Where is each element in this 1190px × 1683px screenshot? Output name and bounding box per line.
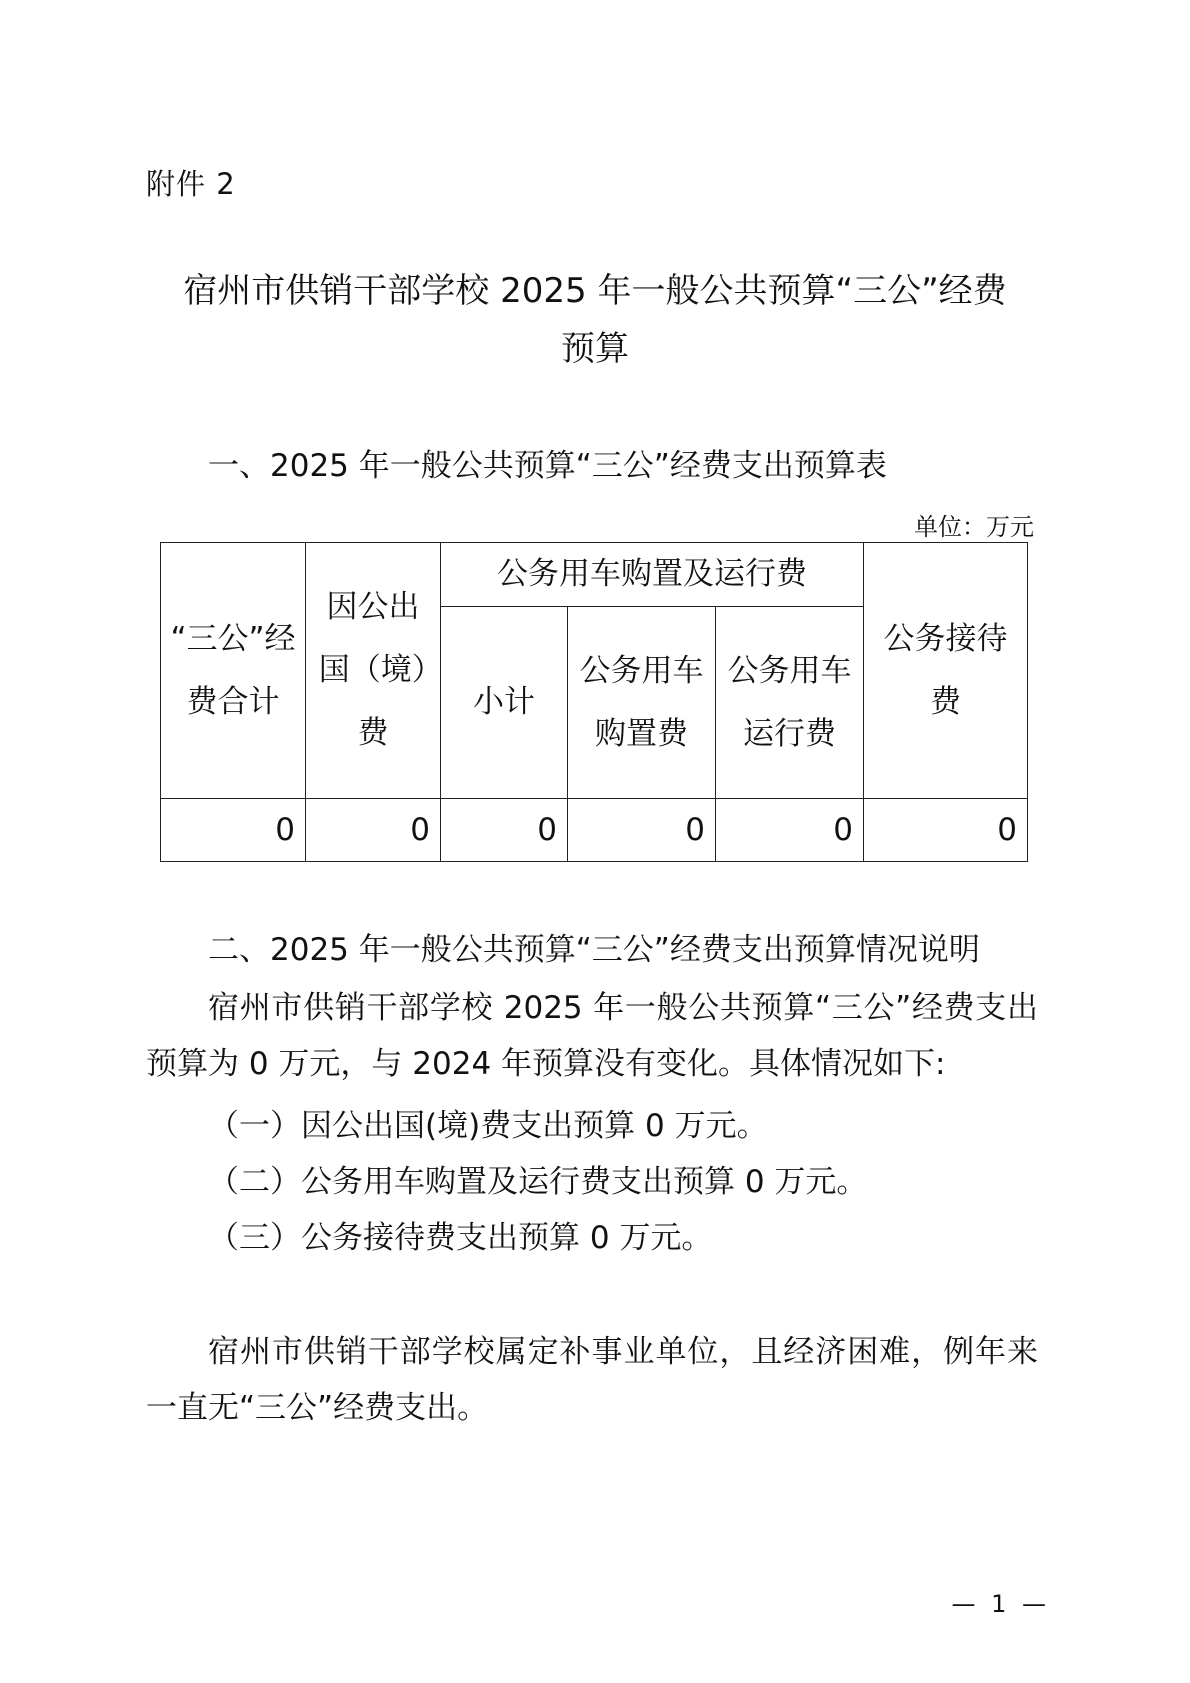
section-2-intro: 宿州市供销干部学校 2025 年一般公共预算“三公”经费支出预算为 0 万元，与 2024 年预算没有变化。具体情况如下: xyxy=(146,990,1038,1082)
budget-table xyxy=(160,542,1028,862)
value-overseas: 0 xyxy=(306,799,441,862)
list-item: （三）公务接待费支出预算 0 万元。 xyxy=(208,1220,713,1256)
section-2-heading: 二、2025 年一般公共预算“三公”经费支出预算情况说明 xyxy=(208,932,980,968)
table-row xyxy=(161,799,1028,862)
list-item: （一）因公出国(境)费支出预算 0 万元。 xyxy=(208,1108,768,1144)
header-vehicle-purchase: 公务用车购置费 xyxy=(568,607,716,799)
closing-paragraph: 宿州市供销干部学校属定补事业单位，且经济困难，例年来一直无“三公”经费支出。 xyxy=(146,1334,1038,1426)
header-vehicle-group: 公务用车购置及运行费 xyxy=(441,543,864,607)
page-number: — 1 — xyxy=(951,1590,1050,1618)
value-total: 0 xyxy=(161,799,306,862)
attachment-label: 附件 2 xyxy=(146,167,236,201)
section-1-heading: 一、2025 年一般公共预算“三公”经费支出预算表 xyxy=(208,448,887,484)
header-reception: 公务接待费 xyxy=(864,543,1028,799)
value-vehicle-operation: 0 xyxy=(716,799,864,862)
header-total: “三公”经费合计 xyxy=(161,543,306,799)
unit-label: 单位：万元 xyxy=(914,513,1034,541)
table-header-row-1 xyxy=(161,543,1028,607)
value-reception: 0 xyxy=(864,799,1028,862)
value-vehicle-purchase: 0 xyxy=(568,799,716,862)
list-item: （二）公务用车购置及运行费支出预算 0 万元。 xyxy=(208,1164,868,1200)
header-vehicle-subtotal: 小计 xyxy=(441,607,568,799)
value-vehicle-subtotal: 0 xyxy=(441,799,568,862)
title-line-1: 宿州市供销干部学校 2025 年一般公共预算“三公”经费 xyxy=(183,271,1007,311)
page-title xyxy=(120,262,1070,378)
header-vehicle-operation: 公务用车运行费 xyxy=(716,607,864,799)
header-overseas: 因公出国（境）费 xyxy=(306,543,441,799)
title-line-2: 预算 xyxy=(561,329,629,369)
